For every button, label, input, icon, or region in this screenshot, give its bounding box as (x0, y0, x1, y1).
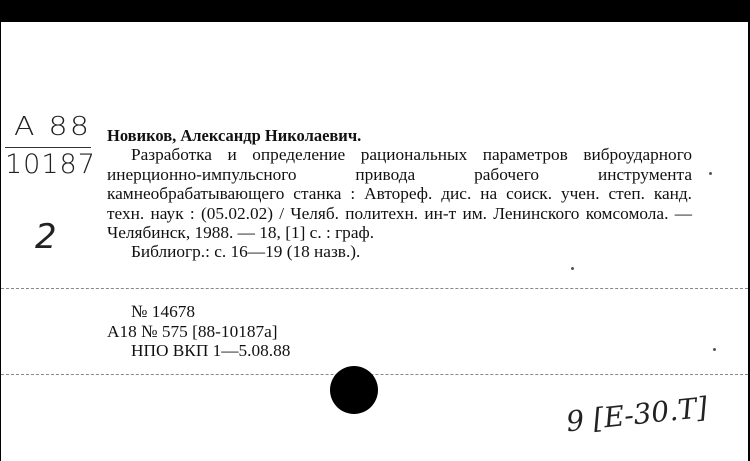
title-description: Разработка и определение рациональных параметров виброударного инерционно-импульсного привода рабочего инструмента камнеобрабатывающего станка : Автореф. дис. на соиск. учен. степ. канд. техн. наук : (05.02.02) / Челяб. политехн. ин-т им. Ленинского комсомола. — Челябинск, 1988. — 18, [1] с. : граф. (107, 145, 692, 243)
record-number: № 14678 (131, 302, 196, 321)
shelf-mark-divider (5, 147, 91, 148)
copy-number: 2 (35, 217, 57, 257)
bibliographic-entry (107, 126, 692, 262)
shelf-mark: А 88 (13, 112, 92, 142)
author-heading: Новиков, Александр Николаевич. (107, 126, 362, 145)
handwritten-note: 9 [Е-30.Т] (564, 390, 710, 439)
punch-hole (330, 366, 378, 414)
speck (713, 348, 716, 351)
divider-line (1, 288, 748, 289)
bibliography-note: Библиогр.: с. 16—19 (18 назв.). (131, 242, 361, 262)
publisher-line: НПО ВКП 1—5.08.88 (131, 341, 291, 360)
speck (709, 172, 712, 175)
speck (571, 267, 574, 270)
catalog-card (1, 22, 748, 461)
divider-line (1, 374, 748, 375)
catalog-reference: А18 № 575 [88-10187а] (107, 321, 278, 341)
imprint-block (107, 302, 290, 361)
inventory-number: 10187 (5, 149, 96, 180)
